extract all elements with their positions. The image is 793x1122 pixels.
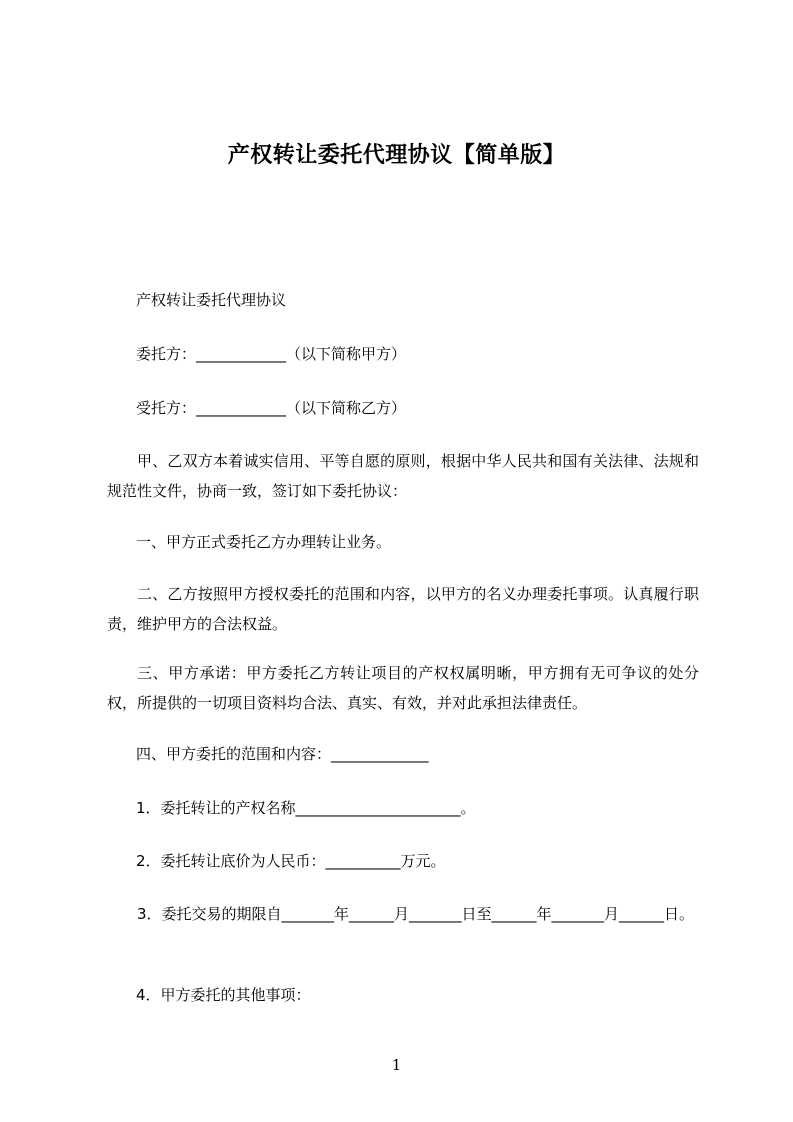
item-3: 3．委托交易的期限自_______年______月_______日至______年_______月______日。 <box>137 905 695 923</box>
item-2: 2．委托转让底价为人民币：__________万元。 <box>136 852 446 870</box>
document-title: 产权转让委托代理协议【简单版】 <box>227 143 566 168</box>
item-1: 1．委托转让的产权名称______________________。 <box>136 799 476 817</box>
item-4: 4．甲方委托的其他事项： <box>136 986 311 1004</box>
preamble-paragraph: 甲、乙双方本着诚实信用、平等自愿的原则，根据中华人民共和国有关法律、法规和规范性文件，协商一致，签订如下委托协议： <box>107 452 699 500</box>
agent-line: 受托方：____________（以下简称乙方） <box>136 399 407 417</box>
clause-2: 二、乙方按照甲方授权委托的范围和内容，以甲方的名义办理委托事项。认真履行职责，维护甲方的合法权益。 <box>107 585 699 633</box>
clause-3: 三、甲方承诺：甲方委托乙方转让项目的产权权属明晰，甲方拥有无可争议的处分权，所提供的一切项目资料均合法、真实、有效，并对此承担法律责任。 <box>107 664 699 712</box>
principal-line: 委托方：____________（以下简称甲方） <box>136 345 407 363</box>
clause-1: 一、甲方正式委托乙方办理转让业务。 <box>136 533 392 551</box>
agreement-heading: 产权转让委托代理协议 <box>136 291 287 309</box>
clause-4: 四、甲方委托的范围和内容：_____________ <box>136 745 429 763</box>
page-number: 1 <box>391 1056 402 1074</box>
